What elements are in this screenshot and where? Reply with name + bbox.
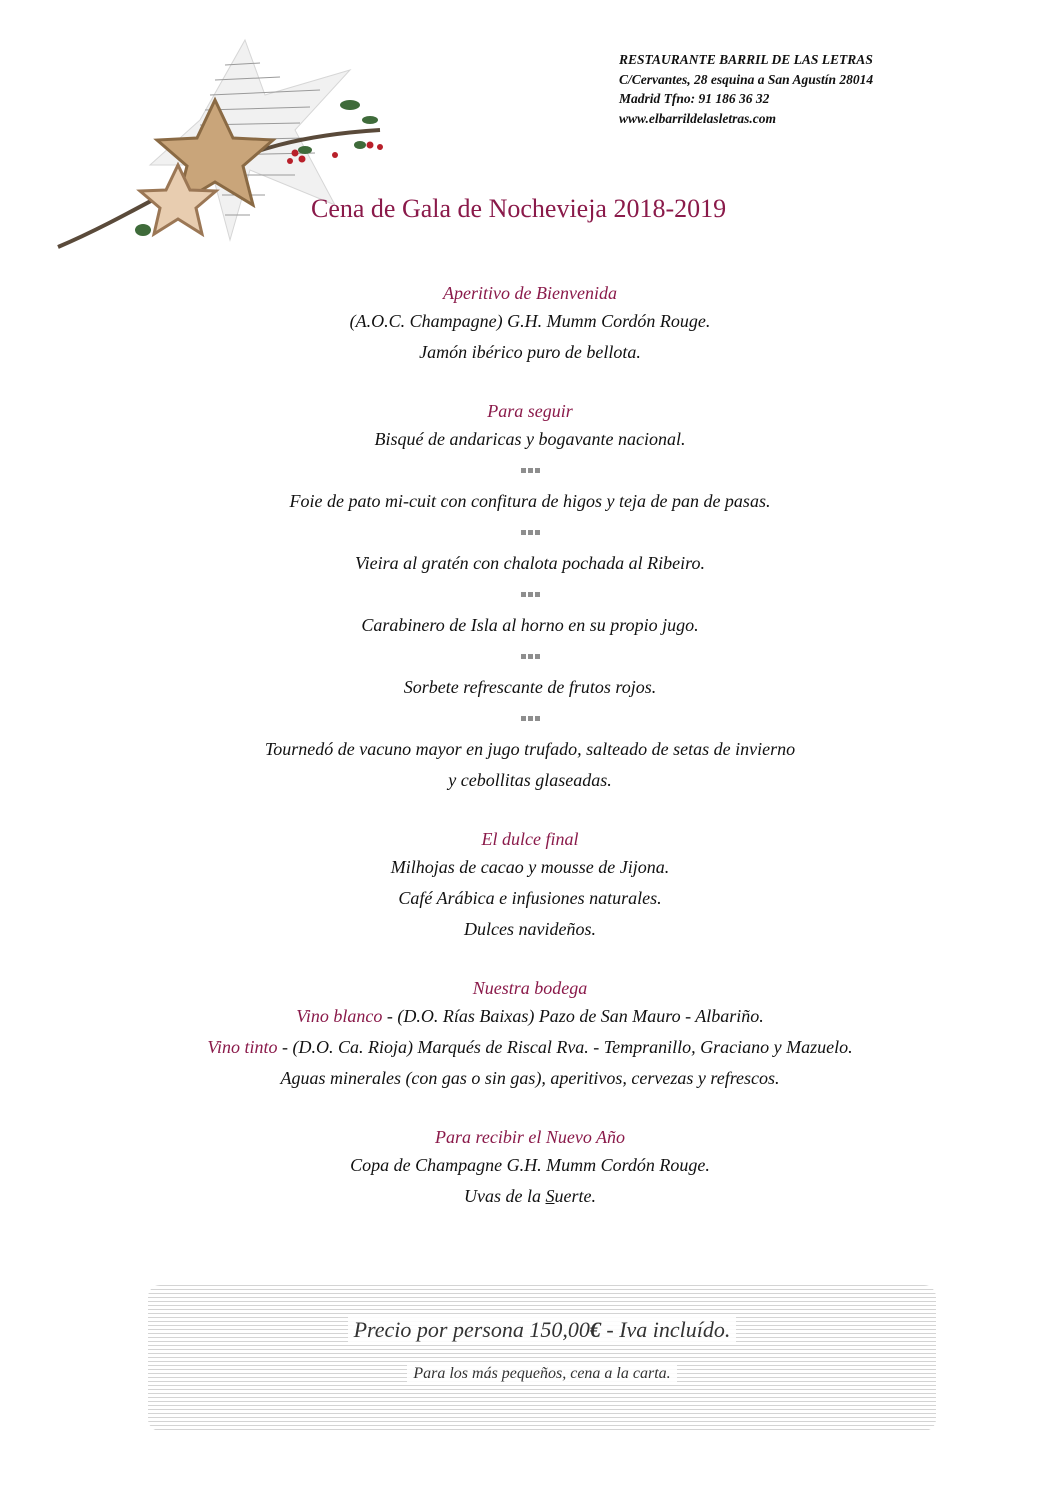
dot-separator: [0, 579, 1060, 610]
wine-white: [0, 1001, 1060, 1032]
section-title-aperitivo: Aperitivo de Bienvenida: [443, 283, 617, 303]
section-title-dulce: El dulce final: [481, 829, 579, 849]
menu-item: (A.O.C. Champagne) G.H. Mumm Cordón Rouge.: [349, 311, 711, 331]
section-title-nuevo: Para recibir el Nuevo Año: [435, 1127, 625, 1147]
dot-separator: [0, 517, 1060, 548]
menu-item: Copa de Champagne G.H. Mumm Cordón Rouge.: [350, 1155, 710, 1175]
wine-white-label: Vino blanco: [296, 1006, 383, 1026]
restaurant-header: [619, 50, 873, 128]
menu-item: Café Arábica e infusiones naturales.: [398, 888, 662, 908]
menu-item: Sorbete refrescante de frutos rojos.: [403, 677, 657, 697]
wine-white-text: - (D.O. Rías Baixas) Pazo de San Mauro - Albariño.: [382, 1006, 764, 1026]
menu-title: Cena de Gala de Nochevieja 2018-2019: [311, 194, 727, 223]
price-text: Precio por persona 150,00€ - Iva incluído.: [348, 1317, 737, 1343]
menu-item: Foie de pato mi-cuit con confitura de higos y teja de pan de pasas.: [289, 491, 771, 511]
price-box: [148, 1285, 936, 1431]
kids-note: Para los más pequeños, cena a la carta.: [407, 1365, 676, 1383]
menu-body: [0, 280, 1060, 1212]
dot-separator: [0, 703, 1060, 734]
restaurant-website[interactable]: www.elbarrildelasletras.com: [619, 110, 777, 126]
section-title-bodega: Nuestra bodega: [472, 978, 588, 998]
dot-separator: [0, 455, 1060, 486]
restaurant-address: C/Cervantes, 28 esquina a San Agustín 28014: [619, 71, 874, 87]
restaurant-name: RESTAURANTE BARRIL DE LAS LETRAS: [619, 52, 873, 67]
restaurant-phone: Madrid Tfno: 91 186 36 32: [619, 91, 770, 106]
drinks-item: Aguas minerales (con gas o sin gas), aperitivos, cervezas y refrescos.: [280, 1068, 780, 1088]
menu-item: Jamón ibérico puro de bellota.: [419, 342, 641, 362]
wine-red-label: Vino tinto: [207, 1037, 278, 1057]
menu-item: Milhojas de cacao y mousse de Jijona.: [390, 857, 670, 877]
menu-item: Tournedó de vacuno mayor en jugo trufado, salteado de setas de invierno: [264, 739, 796, 759]
menu-item-uvas: Uvas de la Suerte.: [464, 1186, 596, 1206]
dot-separator: [0, 641, 1060, 672]
menu-item: Carabinero de Isla al horno en su propio jugo.: [361, 615, 699, 635]
section-title-seguir: Para seguir: [487, 401, 573, 421]
menu-item: Dulces navideños.: [464, 919, 596, 939]
wine-red-text: - (D.O. Ca. Rioja) Marqués de Riscal Rva. - Tempranillo, Graciano y Mazuelo.: [277, 1037, 853, 1057]
menu-item: Bisqué de andaricas y bogavante nacional.: [374, 429, 686, 449]
wine-red: [0, 1032, 1060, 1063]
menu-item: y cebollitas glaseadas.: [448, 770, 612, 790]
menu-item: Vieira al gratén con chalota pochada al Ribeiro.: [355, 553, 705, 573]
euro-sign: €: [589, 1317, 601, 1342]
